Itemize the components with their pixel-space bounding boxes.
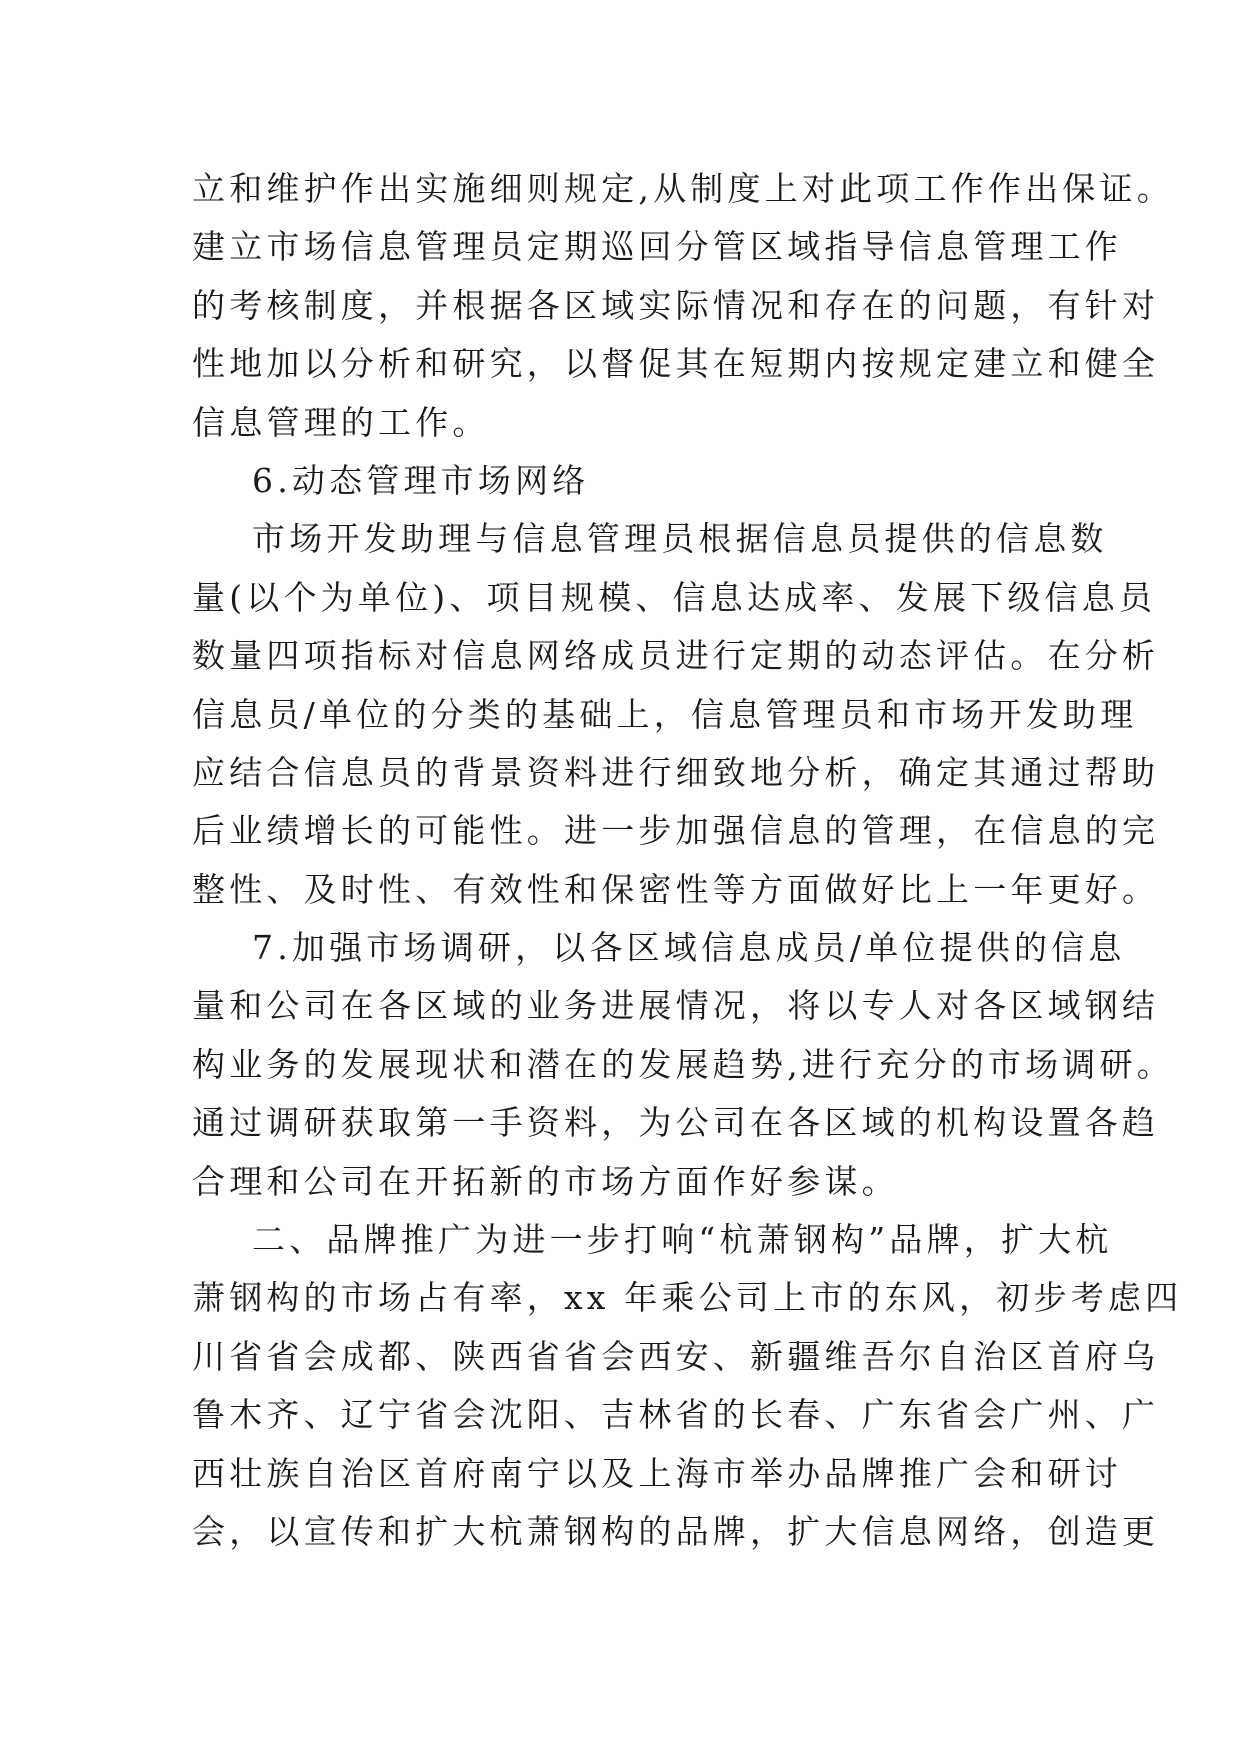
text-line: 会，以宣传和扩大杭萧钢构的品牌，扩大信息网络，创造更 [192, 1511, 1160, 1551]
text-line: 合理和公司在开拓新的市场方面作好参谋。 [192, 1161, 899, 1201]
text-line: 萧钢构的市场占有率，xx 年乘公司上市的东风，初步考虑四 [192, 1278, 1183, 1318]
document-body [192, 160, 1183, 1561]
text-line: 信息管理的工作。 [192, 402, 490, 442]
text-line: 立和维护作出实施细则规定,从制度上对此项工作作出保证。 [192, 169, 1174, 208]
text-line: 的考核制度，并根据各区域实际情况和存在的问题，有针对 [192, 285, 1160, 325]
text-line: 构业务的发展现状和潜在的发展趋势,进行充分的市场调研。 [192, 1044, 1174, 1084]
text-line: 川省省会成都、陕西省省会西安、新疆维吾尔自治区首府乌 [192, 1336, 1160, 1376]
text-line: 量和公司在各区域的业务进展情况，将以专人对各区域钢结 [192, 986, 1160, 1026]
text-line: 数量四项指标对信息网络成员进行定期的动态评估。在分析 [192, 636, 1160, 676]
text-line: 后业绩增长的可能性。进一步加强信息的管理，在信息的完 [192, 811, 1160, 851]
text-line: 应结合信息员的背景资料进行细致地分析，确定其通过帮助 [192, 752, 1160, 792]
text-line: 整性、及时性、有效性和保密性等方面做好比上一年更好。 [192, 869, 1160, 909]
text-line: 鲁木齐、辽宁省会沈阳、吉林省的长春、广东省会广州、广 [192, 1395, 1160, 1435]
text-line: 西壮族自治区首府南宁以及上海市举办品牌推广会和研讨 [192, 1453, 1122, 1493]
text-line: 6.动态管理市场网络 [252, 460, 590, 500]
text-line: 量(以个为单位)、项目规模、信息达成率、发展下级信息员 [192, 577, 1157, 617]
text-line: 二、品牌推广为进一步打响“杭萧钢构”品牌，扩大杭 [252, 1220, 1113, 1260]
text-line: 7.加强市场调研，以各区域信息成员/单位提供的信息 [252, 928, 1126, 968]
text-line: 建立市场信息管理员定期巡回分管区域指导信息管理工作 [192, 227, 1122, 267]
text-line: 通过调研获取第一手资料，为公司在各区域的机构设置各趋 [192, 1103, 1160, 1143]
text-line: 信息员/单位的分类的基础上，信息管理员和市场开发助理 [192, 694, 1138, 734]
text-line: 性地加以分析和研究，以督促其在短期内按规定建立和健全 [192, 344, 1160, 384]
text-line: 市场开发助理与信息管理员根据信息员提供的信息数 [252, 519, 1108, 559]
